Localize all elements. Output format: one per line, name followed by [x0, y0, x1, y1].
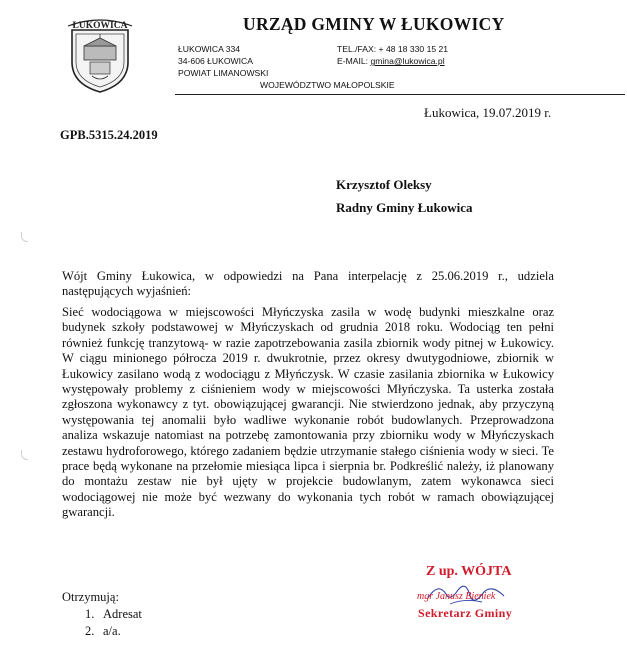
scan-mark [21, 450, 28, 460]
address-line: POWIAT LIMANOWSKI [178, 68, 269, 79]
stamp-line-position: Sekretarz Gminy [418, 606, 513, 620]
body-paragraph: Sieć wodociągowa w miejscowości Młyńczyska zasila w wodę budynki mieszkalne oraz budynek szkoły podstawowej w Młyńczyskach od grudnia 2018 roku. Wodociąg ten pełni również funkcję tranzytową- w razie zapotrzebowania zasila zbiornik wody pitnej w Łukowicy. W ciągu minionego półrocza 2019 r. dwukrotnie, przez okresy dwutygodniowe, zbiornik w Łukowicy zasilano wodą z wodociągu z Młyńczysk. W czasie zasilania zbiornika w Łukowicy występowały problemy z ciśnieniem wody w miejscowości Młyńczyska. Ta usterka została zgłoszona wykonawcy z tyt. obowiązującej gwarancji. Nie stwierdzono jednak, aby przyczyną występowania tej anomalii było wadliwe wykonanie robót budowlanych. Przeprowadzona analiza wskazuje natomiast na potrzebę zamontowania przy zbiorniku wody w Młyńczyskach zestawu hydroforowego, którego zadaniem będzie utrzymanie stałego ciśnienia wody w sieci. Te prace będą wykonane na przełomie miesiąca lipca i sierpnia br. Podkreślić należy, iż planowany do montażu zestaw nie był ujęty w projekcie budowlanym, zatem wykonawca sieci wodociągowej nie może być wezwany do wykonania tych robót w ramach obowiązującej gwarancji. [62, 305, 554, 520]
distribution-list [85, 606, 142, 640]
email-line [337, 55, 448, 67]
intro-paragraph: Wójt Gminy Łukowica, w odpowiedzi na Pana interpelację z 25.06.2019 r., udziela następujących wyjaśnień: [62, 269, 554, 299]
case-reference: GPB.5315.24.2019 [60, 128, 158, 142]
email-link[interactable]: gmina@lukowica.pl [370, 56, 445, 67]
list-item [85, 623, 142, 640]
header-divider [175, 94, 625, 95]
office-title: URZĄD GMINY W ŁUKOWICY [243, 14, 505, 34]
list-item [85, 606, 142, 623]
office-address [178, 43, 268, 80]
scan-mark [21, 232, 28, 242]
distribution-label: Otrzymują: [62, 590, 119, 604]
email-label: E-MAIL: [337, 56, 371, 67]
list-item-text: a/a. [103, 624, 121, 638]
crest-label: ŁUKOWICA [72, 21, 128, 31]
list-item-number: 1. [85, 607, 95, 621]
stamp-line-name: mgr Janusz Bieniek [417, 591, 496, 602]
list-item-number: 2. [85, 624, 95, 638]
address-line: 34-606 ŁUKOWICA [178, 56, 253, 67]
list-item-text: Adresat [103, 607, 142, 621]
coat-of-arms-icon [62, 12, 138, 94]
recipient-name: Krzysztof Oleksy [336, 177, 432, 192]
place-date: Łukowica, 19.07.2019 r. [424, 105, 552, 120]
recipient-title: Radny Gminy Łukowica [336, 200, 473, 215]
office-contact [337, 43, 448, 67]
address-line: ŁUKOWICA 334 [178, 44, 241, 54]
voivodeship: WOJEWÓDZTWO MAŁOPOLSKIE [260, 80, 395, 90]
stamp-line-authority: Z up. WÓJTA [426, 564, 512, 579]
phone-fax: TEL./FAX: + 48 18 330 15 21 [337, 44, 449, 54]
